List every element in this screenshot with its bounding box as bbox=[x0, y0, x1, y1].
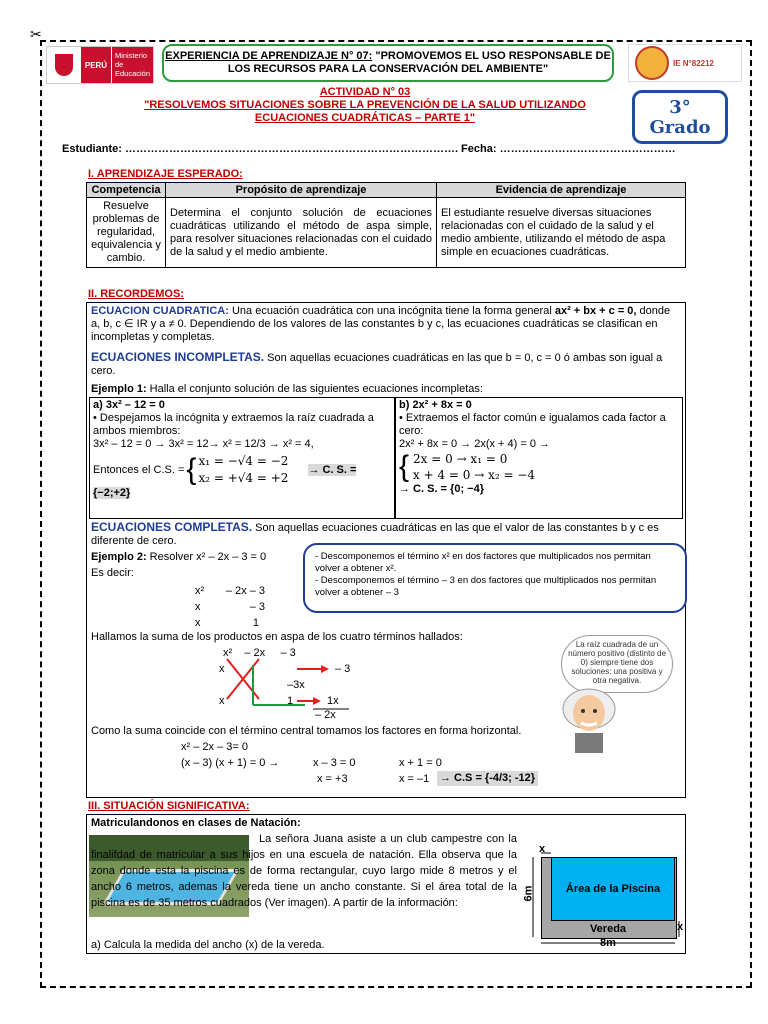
example-a-cs-label bbox=[308, 464, 356, 477]
einstein-icon bbox=[557, 683, 621, 753]
pool-area: Área de la Piscina bbox=[551, 857, 675, 921]
example-b-box bbox=[395, 397, 683, 519]
logo-peru: PERÚ bbox=[81, 47, 111, 83]
situation-question: a) Calcula la medida del ancho (x) de la vereda. bbox=[91, 939, 325, 951]
table-row bbox=[87, 198, 686, 268]
school-badge bbox=[628, 44, 742, 82]
grade-number: 3° bbox=[669, 97, 691, 118]
grade-badge bbox=[632, 90, 728, 144]
example-a-root1: x₁ = −√4 = −2 bbox=[198, 454, 289, 468]
example-b-step1: • Extraemos el factor común e igualamos cada factor a cero: bbox=[399, 412, 666, 437]
result-cs: → C.S = {-4/3; -12} bbox=[437, 771, 538, 786]
table-header: Competencia bbox=[87, 183, 166, 198]
result-line-2: (x – 3) (x + 1) = 0 → bbox=[181, 757, 280, 769]
incomplete-label: ECUACIONES INCOMPLETAS. bbox=[91, 350, 265, 364]
example-a-roots bbox=[198, 453, 288, 487]
example-a-solution bbox=[93, 453, 391, 487]
example-a-cs-arrow: → C. S. = bbox=[308, 463, 357, 476]
experience-box bbox=[162, 44, 614, 82]
example-1-line bbox=[91, 383, 681, 396]
school-logo-icon bbox=[635, 46, 669, 80]
example-a-cs-value: {−2;+2} bbox=[93, 487, 131, 499]
height-label: 6m bbox=[522, 885, 535, 902]
example-a-step2: 3x² – 12 = 0 → 3x² = 12→ x² = 12/3 → x² = 4, bbox=[93, 438, 314, 450]
example-b-solution bbox=[399, 451, 679, 483]
incomplete-paragraph bbox=[91, 351, 681, 378]
factor-term: x bbox=[195, 601, 201, 613]
example-a-box bbox=[89, 397, 395, 519]
activity-heading bbox=[100, 86, 630, 125]
table-cell: Determina el conjunto solución de ecuaciones cuadráticas utilizando el método de aspa simple, para resolver situaciones relacionadas con el cuidado de la salud y el medio ambiente. bbox=[166, 198, 437, 268]
example-a-title: a) 3x² – 12 = 0 bbox=[93, 399, 165, 411]
factor-term: x² bbox=[195, 585, 205, 597]
brace-icon: { bbox=[186, 453, 197, 486]
grade-label: Grado bbox=[649, 117, 711, 138]
aspa-m2x: – 2x bbox=[315, 709, 336, 721]
example-1-text: Halla el conjunto solución de las siguientes ecuaciones incompletas: bbox=[146, 383, 483, 395]
table-header: Propósito de aprendizaje bbox=[166, 183, 437, 198]
aspa-m3x: –3x bbox=[287, 679, 305, 691]
example-1-label: Ejemplo 1: bbox=[91, 383, 147, 395]
pool-diagram bbox=[522, 843, 685, 951]
experience-title: "PROMOVEMOS EL USO RESPONSABLE DE LOS RECURSOS PARA LA CONSERVACIÓN DEL AMBIENTE" bbox=[227, 50, 611, 75]
factor-term: – 3 bbox=[249, 601, 265, 613]
factor-row-2 bbox=[195, 599, 265, 615]
aspa-lines bbox=[197, 647, 397, 723]
school-name: IE N°82212 bbox=[673, 58, 715, 68]
result-line-1: x² – 2x – 3= 0 bbox=[181, 741, 248, 753]
table-header: Evidencia de aprendizaje bbox=[437, 183, 686, 198]
note-line-1: - Descomponemos el término x² en dos factores que multiplicados nos permitan volver a obtener x². bbox=[315, 551, 651, 574]
example-b-step2: 2x² + 8x = 0 → 2x(x + 4) = 0 → bbox=[399, 438, 551, 450]
table-header-row bbox=[87, 183, 686, 198]
decomposition-note bbox=[303, 543, 687, 613]
complete-text: Son aquellas ecuaciones cuadráticas en las que el valor de las constantes b y c es diferente de cero. bbox=[91, 522, 659, 547]
complete-label: ECUACIONES COMPLETAS. bbox=[91, 520, 253, 534]
note-line-2: - Descomponemos el término – 3 en dos factores que multiplicados nos permitan volver a obtener – 3 bbox=[315, 575, 657, 598]
table-cell: Resuelve problemas de regularidad, equivalencia y cambio. bbox=[87, 198, 166, 268]
definition-paragraph bbox=[91, 305, 681, 344]
general-formula: ax² + bx + c = 0, bbox=[554, 305, 637, 317]
incomplete-text: Son aquellas ecuaciones cuadráticas en las que b = 0, c = 0 ó ambas son igual a cero. bbox=[91, 352, 663, 377]
minedu-logo bbox=[46, 46, 154, 84]
example-b-root1: 2x = 0 → x₁ = 0 bbox=[413, 452, 508, 466]
dimension-lines bbox=[527, 851, 685, 951]
example-a-step1: • Despejamos la incógnita y extraemos la raíz cuadrada a ambos miembros: bbox=[93, 412, 374, 437]
activity-title-1: "RESOLVEMOS SITUACIONES SOBRE LA PREVENCIÓN DE LA SALUD UTILIZANDO bbox=[144, 99, 586, 111]
factor-grid bbox=[195, 583, 265, 631]
situation-subtitle: Matriculandonos en clases de Natación: bbox=[91, 817, 301, 829]
example-b-cs: → C. S. = {0; −4} bbox=[399, 483, 484, 495]
situation-box bbox=[86, 814, 686, 954]
example-b-root2: x + 4 = 0 → x₂ = −4 bbox=[413, 468, 536, 482]
section-2-title: II. RECORDEMOS: bbox=[88, 288, 184, 300]
factor-row-1 bbox=[195, 583, 265, 599]
student-date-line: Estudiante: ………………………………………………………………………………. Fecha: ………………………………………… bbox=[62, 143, 676, 155]
activity-title-2: ECUACIONES CUADRÁTICAS – PARTE 1" bbox=[254, 112, 476, 124]
brace-icon: { bbox=[399, 450, 410, 483]
situation-text: La señora Juana asiste a un club campestre con la finalifdad de matricular a sus hijos en una escuela de natación. Ella observa que la zona donde esta la piscina es de forma rectangular, cuyo largo mide 8 metros y el ancho 6 metros, ademas la vereda tiene un ancho constante. Si el área total de la piscina es de 35 metros cuadrados (Ver imagen). A partir de la información: bbox=[91, 833, 517, 909]
aspa-top: x² – 2x – 3 bbox=[223, 647, 296, 659]
definition-text-2: donde a, b, c ∈ IR y a ≠ 0. Dependiendo de los valores de las constantes b y c, las ecuaciones cuadráticas se clasifican en incompletas y completas. bbox=[91, 305, 671, 343]
result-factor-1: x – 3 = 0 bbox=[313, 757, 356, 769]
result-root-2: x = –1 bbox=[399, 773, 430, 785]
tip-bubble: La raíz cuadrada de un número positivo (distinto de 0) siempre tiene dos soluciones: una positiva y otra negativa. bbox=[561, 635, 673, 693]
competency-table bbox=[86, 182, 686, 268]
example-b-title: b) 2x² + 8x = 0 bbox=[399, 399, 472, 411]
section-1-title: I. APRENDIZAJE ESPERADO: bbox=[88, 168, 243, 180]
scissors-icon: ✂ bbox=[30, 26, 42, 42]
table-cell: El estudiante resuelve diversas situaciones relacionadas con el cuidado de la salud y el medio ambiente, utilizando el método de aspa simple en ecuaciones cuadráticas. bbox=[437, 198, 686, 268]
coincide-text: Como la suma coincide con el término central tomamos los factores en forma horizontal. bbox=[91, 725, 522, 737]
aspa-1x: 1x bbox=[327, 695, 339, 707]
aspa-m3: – 3 bbox=[335, 663, 351, 675]
example-2-label: Ejemplo 2: bbox=[91, 551, 147, 563]
factor-term: – 2x – 3 bbox=[225, 585, 265, 597]
aspa-x1: x bbox=[219, 663, 225, 675]
aspa-1: 1 bbox=[287, 695, 294, 707]
aspa-diagram bbox=[197, 647, 397, 723]
activity-number: ACTIVIDAD N° 03 bbox=[319, 86, 411, 98]
arrow-icon bbox=[313, 697, 321, 705]
width-label: 8m bbox=[600, 937, 616, 949]
example-2-text: Resolver x² – 2x – 3 = 0 bbox=[146, 551, 267, 563]
experience-label: EXPERIENCIA DE APRENDIZAJE N° 07: bbox=[165, 50, 373, 62]
result-root-1: x = +3 bbox=[317, 773, 348, 785]
sum-instruction: Hallamos la suma de los productos en aspa de los cuatro términos hallados: bbox=[91, 631, 463, 643]
aspa-x2: x bbox=[219, 695, 225, 707]
logo-ministry: Ministerio de Educación bbox=[111, 47, 153, 83]
definition-text: Una ecuación cuadrática con una incógnita tiene la forma general bbox=[228, 305, 555, 317]
section-3-title: III. SITUACIÓN SIGNIFICATIVA: bbox=[88, 800, 250, 812]
factor-term: 1 bbox=[252, 617, 259, 629]
es-decir: Es decir: bbox=[91, 567, 134, 579]
arrow-icon bbox=[321, 665, 329, 673]
vereda-label: Vereda bbox=[589, 923, 627, 935]
factor-row-3 bbox=[195, 615, 265, 631]
top-x-label: x bbox=[539, 843, 546, 855]
example-b-roots bbox=[413, 451, 535, 483]
example-a-cs-text: Entonces el C.S. = bbox=[93, 463, 185, 476]
example-a-root2: x₂ = +√4 = +2 bbox=[198, 471, 289, 485]
definition-label: ECUACION CUADRATICA: bbox=[91, 305, 229, 317]
side-x-label: x bbox=[677, 921, 684, 933]
factor-term: x bbox=[195, 617, 201, 629]
shield-icon bbox=[47, 47, 81, 83]
result-factor-2: x + 1 = 0 bbox=[399, 757, 442, 769]
recall-box bbox=[86, 302, 686, 798]
